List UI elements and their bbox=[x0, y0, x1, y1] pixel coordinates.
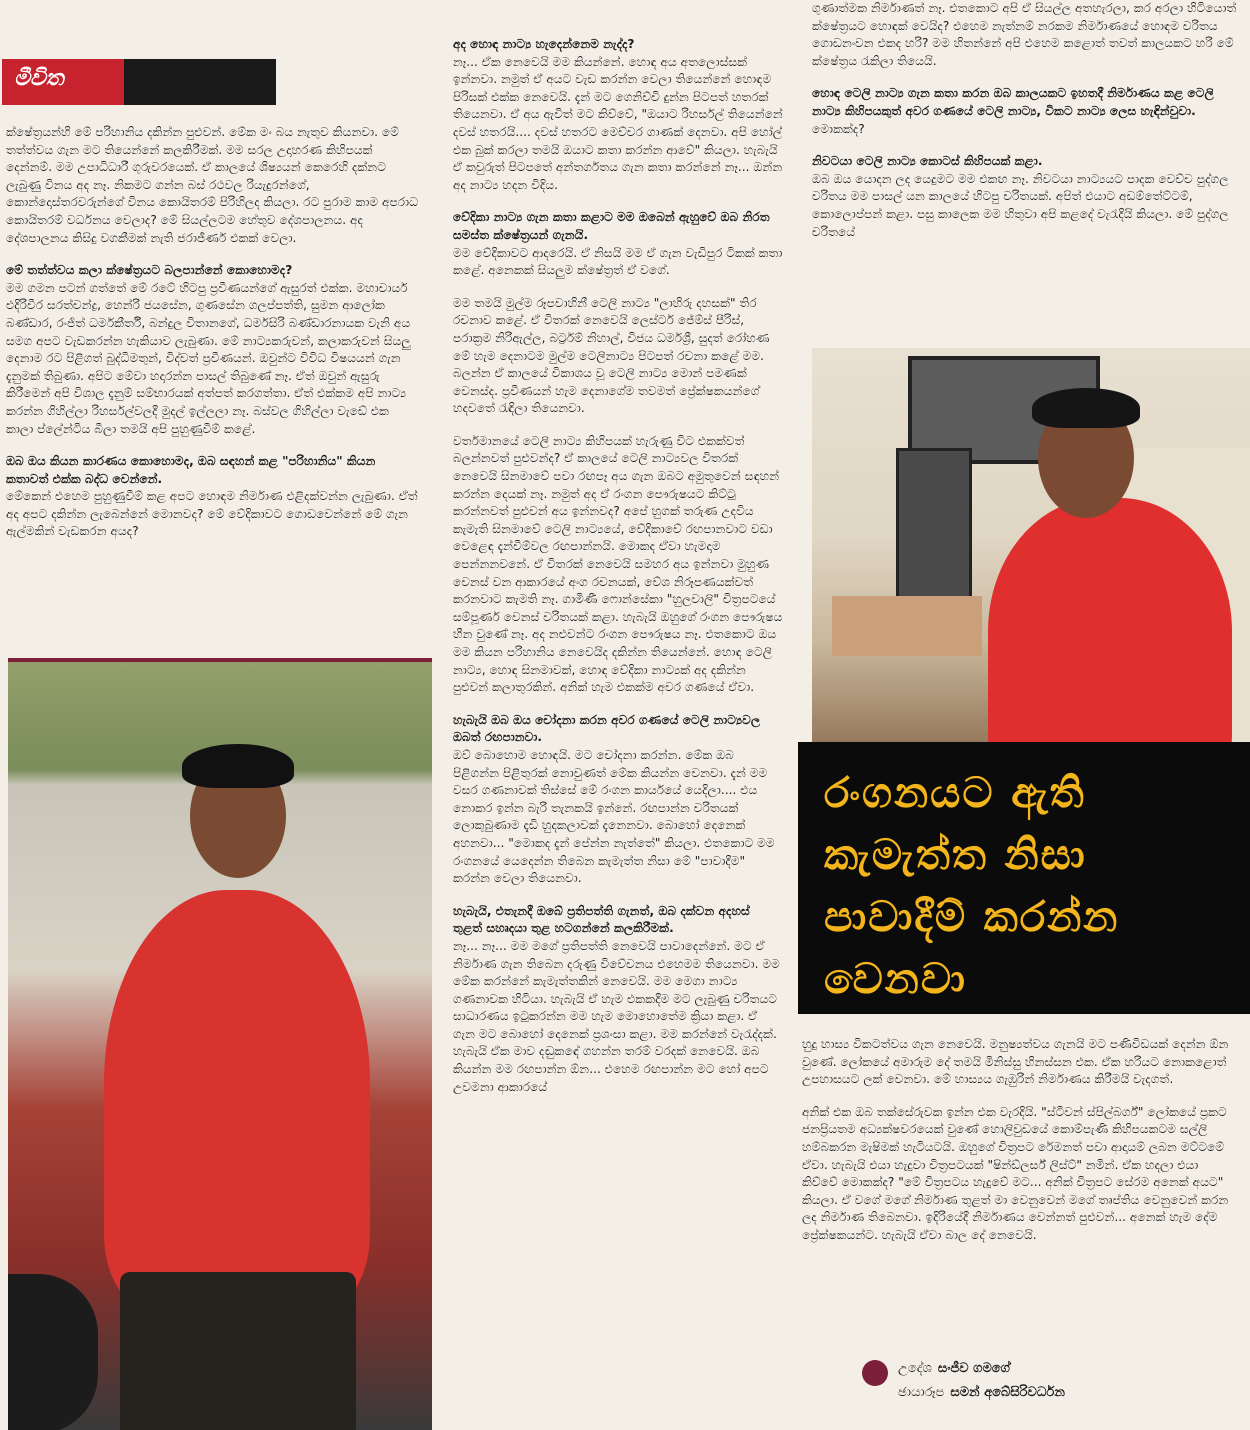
interview-question: වේදිකා නාට්‍ය ගැන කතා කළාට මම ඔබෙන් ඇහුවේ ඔබ නිරත සමස්ත ක්ෂේත්‍රයන් ගැනයි. bbox=[453, 210, 770, 242]
article-column-2 bbox=[453, 36, 783, 1111]
interview-answer: හුදු හාස්‍ය විකටත්වය ගැන නෙවෙයි. මනුෂ්‍යත්වය ගැනයි මට පණිවිඩයක් දෙන්න ඕන වුණේ. ලෝකයේ අමාරුම දේ තමයි මිනිස්සු හිනස්සන එක. ඒක හරියට නොකළොත් උපහාසයට ලක් වෙනවා. මේ හාස්‍යය ගැඹුරින් නිර්මාණය කිරීමයි වැදගත්. bbox=[802, 1037, 1229, 1087]
interview-question: හැබැයි, එතැනදී ඔබේ ප්‍රතිපත්ති ගැනත්, ඔබ දක්වන අදහස් තුළත් සහෘදයා තුළ හටගන්නේ කලකිරීමක්. bbox=[453, 903, 750, 936]
interview-answer: අනික් එක ඔබ තක්සේරුවක ඉන්න එක වැරදියි. "ස්ටීවන් ස්පිල්බර්ග්" ලෝකයේ ප්‍රකට ජනප්‍රියතම අධ්‍යක්ෂවරයෙක් වුණේ හොලිවුඩයේ කොම්පැණි කිහිපයකටම සල්ලි හම්බකරන මැෂිමක් හැටියටයි. ඔහුගේ චිත්‍රපට රේමනත් පවා ආදායම් ලබන මට්ටමේ ඒවා. හැබැයි එයා හැදුවා චිත්‍රපටයක් "ෂින්ඩ්ලර්ස් ලිස්ට්" නමින්. ඒක හදලා එයා කිව්වේ මොකක්ද? "මේ චිත්‍රපටය හැදුවේ මට... අනික් චිත්‍රපට සේරම අනෙක් අයට" කියලා. ඒ වගේ මගේ නිර්මාණ තුළත් මා වෙනුවෙන් මගේ තෘප්තිය වෙනුවෙන් කරන ලද නිර්මාණ තිබෙනවා. ඉදිරියේදී නිර්මාණය වෙන්නත් පුළුවන්... අනෙක් හැම දේම ප්‍රේක්ෂකයන්ට. හැබැයි ඒවා බාල දේ නෙවෙයි. bbox=[802, 1104, 1229, 1242]
interview-answer: ඔව් බොහොම හොඳයි. මට චෝදනා කරන්න. මේක ඔබ පිළිගන්න පිළිතුරක් නොවුණත් මේක කියන්න වෙනවා. දැන් මම වසර ගණනාවක් තිස්සේ මේ රංගන කාර්යයේ යෙදිලා.... එය නොකර ඉන්න බැරි තැනකයි ඉන්නේ. රඟපාන්න චරිතයක් ලොකුබුණාම දැඩි හුදකලාවක් දැනෙනවා. බොහෝ දෙනෙක් අහනවා... "මොකද දැන් පේන්න නැත්තේ" කියලා. එතකොට මම රංගනයේ යෙදෙන්න තිබෙන කැමැත්ත නිසා මේ "පාවාදීම" කරන්න වෙලා තියෙනවා. bbox=[453, 747, 775, 886]
interview-answer: මම තමයි මුල්ම රූපවාහිනී ටෙලි නාට්‍ය "ලාහිරු දහසක්" තිර රචනාව කළේ. ඒ විතරක් නෙවෙයි ලෙස්ටර් ජේම්ස් පීරිස්, පරාක්‍රම නිරිඇල්ල, බර්ට්‍රම් නිහාල්, විජය ධර්මශ්‍රී, සුදත් රෝහණ මේ හැම දෙනාටම මුල්ම ටෙලිනාට්‍ය පිටපත් රචනා කළේ මම. බලන්න ඒ කාලයේ විකාශය වූ ටෙලි නාට්‍ය මොන් පමණක් වෙනස්ද. ප්‍රවීණයන් හැම දෙනාගේම තවමත් ප්‍රේක්ෂකයන්ගේ හදවතේ රැඳිලා තියෙනවා. bbox=[453, 295, 770, 416]
byline-dot-icon bbox=[862, 1360, 888, 1386]
photo-subject-legs bbox=[120, 1272, 356, 1430]
byline-photo-label: ඡායාරූප bbox=[898, 1385, 945, 1400]
byline-photo-name: සමන් අබේසිරිවර්ධන bbox=[950, 1385, 1065, 1400]
photo-subject-body bbox=[104, 890, 370, 1310]
interview-answer: මම ගමන පටන් ගත්තේ මේ රටේ හිටපු ප්‍රවීණයන්ගේ ඇසුරත් එක්ක. මහාචාර්ය එදිරිවීර සරත්චන්ද්‍ර, හෙන්රි ජයසේන, ගුණසේන ගලප්පත්ති, සුමන ආලෝක බණ්ඩාර, රංජිත් ධර්මකීර්ති, බන්දුල විතානගේ, ධර්මසිරි බණ්ඩාරනායක වැනි අය සමග අපට වැඩකරන්න හැකියාව ලැබුණා. මේ නාට්‍යකරුවන්, කලාකරුවන් සියලු දෙනාම රට පිළිගත් බුද්ධිමතුන්, විද්වත් ප්‍රවීණයන්. ඔවුන්ට විවිධ විෂයයන් ගැන දැනුමක් තිබුණා. අපිට මේවා හදාරන්න පාසල් තිබුණේ නෑ. ඒත් ඔවුන් ඇසුරු කිරීමෙන් අපි විශාල දැනුම් සම්භාරයක් අත්පත් කරගත්තා. ඒත් එක්කම අපි නාට්‍ය කරන්න ගිහිල්ලා රිහර්සල්වලදී මුදල් ඉල්ලලා නෑ. බස්වල ගිහිල්ලා වැඩේ එක කාලා ප්ලේන්ටිය බීලා තමයි අපි පුහුණුවීම් කළේ. bbox=[6, 280, 411, 436]
portrait-photo-seated bbox=[812, 348, 1250, 768]
interview-question: හැබැයි ඔබ ඔය චෝදනා කරන අවර ගණයේ ටෙලි නාට්‍යවල ඔබත් රඟපානවා. bbox=[453, 712, 761, 745]
article-column-3-bottom bbox=[802, 1036, 1232, 1260]
article-column-3-top bbox=[812, 0, 1242, 256]
interview-answer: ක්ෂේත්‍රයන්හි මේ පරිහානිය දකින්න පුළුවන්. මේක මං බය නැතුව කියනවා. මේ තත්ත්වය ගැන මට තියෙන්නේ කලකිරීමක්. මම සරල උදාහරණ කිහිපයක් දෙන්නම්. මම උපාධිධාරී ගුරුවරයෙක්. ඒ කාලයේ ශිෂ්‍යයන් කෙරෙහි දක්නට ලැබුණු විනය අද නෑ. නිකමට ගන්න බස් රථවල රියැදුරන්ගේ, කොන්දොස්තරවරුන්ගේ විනය කොයිතරම් පිරිහිලද කියලා. රට පුරාම කාම අපරාධ කොයිතරම් වර්ධනය වෙලාද? මේ සියල්ලටම හේතුව දේශපාලනය. අද දේශපාලනය කිසිදු වගකීමක් නැති ජරාජීර්ණ එකක් වෙලා. bbox=[6, 125, 419, 245]
section-logo bbox=[2, 59, 276, 105]
interview-answer: නෑ... ඒක නෙවෙයි මම කියන්නේ. හොඳ අය අතලොස්සක් ඉන්නවා. නමුත් ඒ අයට වැඩ කරන්න වෙලා තියෙන්නේ හොඳම පිරිසක් එක්ක නෙවෙයි. දැන් මට ගෙනිච්චි දුන්න පිටපත් හතරක් තියෙනවා. ඒ අය ඇවිත් මට කිව්වේ, "ඔයාට රිහර්සල් තියෙන්නේ දවස් හතරයි.... දවස් හතරට මෙච්චර ගාණක් දෙනවා. අපි හෝල් එක බුක් කරලා තමයි ඔයාට කතා කරන්න ආවේ" කියලා. හැබැයි ඒ කවුරුත් පිටපතේ අන්තර්ගතය ගැන කතා කරන්නේ නෑ... ඔන්න අද නාට්‍ය හදන විදිය. bbox=[453, 54, 783, 192]
interview-question: නිවටයා ටෙලි නාට්‍ය කොටස් කිහිපයක් කළා. bbox=[812, 154, 1043, 169]
photo-rickshaw-wheel bbox=[8, 1274, 98, 1430]
headline-text: රංගනයට ඇති කැමැත්ත නිසා පාවාදීම් කරන්න වෙනවා bbox=[824, 768, 1120, 1003]
byline-photographer bbox=[898, 1382, 1065, 1404]
interview-answer: මේකෙන් එහෙම පුහුණුවීම් කළ අපට හොඳම නිර්මාණ එළිදක්වන්න ලැබුණා. ඒත් අද අපට දකින්න ලැබෙන්නේ මොනවද? මේ වේදිකාවට ගොඩවෙන්නේ මේ ගැන ඇල්මකින් වැඩකරන අයද? bbox=[6, 489, 418, 539]
interview-answer: වර්තමානයේ ටෙලි නාට්‍ය කිහිපයක් හැරුණු විට එකක්වත් බලන්නවත් පුළුවන්ද? ඒ කාලයේ ටෙලි නාට්‍යවල විතරක් නෙවෙයි සිනමාවේ පවා රඟපෑ අය ගැන ඔබට අමුතුවෙන් සඳහන් කරන්න දෙයක් නෑ. නමුත් අද ඒ රංගන පෞරුෂයට කිට්ටු කරන්නවත් පුළුවන් අය ඉන්නවද? අපේ හුගක් තරුණ උදවිය කැමැති සිනමාවේ ටෙලි නාට්‍යයේ, වේදිකාවේ රඟපානවාට වඩා වෙළෙඳ දැන්වීම්වල රඟපාන්නයි. මොකද ඒවා හැමදාම පෙන්නනවනේ. ඒ විතරක් නෙවෙයි සමහර අය ඉන්නවා මුහුණ වෙනස් වන ආකාරයේ අංග රචනයක්, වේශ නිරූපණයක්වත් කරනවාට කැමති නෑ. ගාමිණී ෆොන්සේකා "හුලවාලි" චිත්‍රපටයේ සම්පූර්ණ වෙනස් චරිතයක් කළා. හැබැයි ඔහුගේ රංගන පෞරුෂය හීන වුණේ නෑ. අද නළුවන්ට රංගන පෞරුෂය නෑ. එතකොට ඔය මම කියන පරිහානිය නෙවෙයිද දකින්න තියෙන්නේ. හොඳ ටෙලි නාට්‍ය, හොඳ සිනමාවක්, හොඳ වේදිකා නාට්‍යක් අද දකින්න පුළුවන් කලාතුරකින්. අනික් හැම එකක්ම අවර ගණයේ ඒවා. bbox=[453, 433, 783, 695]
interview-question: මේ තත්ත්වය කලා ක්ෂේත්‍රයට බලපාන්නේ කොහොමද? bbox=[6, 263, 293, 278]
photo-subject-body-seated bbox=[988, 498, 1232, 768]
interview-question: අද හොඳ නාට්‍ය හැදෙන්නෙම නැද්ද? bbox=[453, 37, 635, 51]
photo-subject-hair bbox=[182, 744, 294, 788]
photo-shelf bbox=[832, 596, 982, 656]
pull-quote-headline bbox=[798, 742, 1250, 1014]
interview-answer: නෑ... නෑ... මම මගේ ප්‍රතිපත්ති නෙවෙයි පාවාදෙන්නේ. මට ඒ නිර්මාණ ගැන තිබෙන දරුණු විවේචනය එහෙමම තියෙනවා. මම මේක කරන්නේ කැමැත්තකින් නෙවෙයි. මම මෙගා නාට්‍ය ගණනාවක හිටියා. හැබැයි ඒ හැම එකකදීම මට ලැබුණු චරිතයට සාධාරණය ඉටුකරන්න මම හැම මොහොතේම ක්‍රියා කළා. ඒ ගැන මට බොහෝ දෙනෙක් ප්‍රශංසා කළා. මම කරන්නේ වැරැද්දක්. හැබැයි ඒක මාව දඬුකඳේ ගහන්න තරම් වරදක් නෙවෙයි. ඔබ කියන්න මම රඟපාන්න ඕන... එහෙම රඟපාන්න මට හෝ අපට උවමනා ආකාරයේ bbox=[453, 938, 780, 1094]
interview-answer: ගුණාත්මක නිර්මාණත් නෑ. එතකොට අපි ඒ සියල්ල අතහැරලා, කර අරලා හිටියොත් ක්ෂේත්‍රයට හොඳක් වෙයිද? එහෙම නැත්නම් නරකම නිර්මාණයේ හොඳම චරිතය ගොඩනංවන එකද හරි? මම හිතන්නේ අපි එහෙම කළොත් තවත් කාලයකට හරි මේ ක්ෂේත්‍රය රැකිලා තියෙයි. bbox=[812, 1, 1237, 68]
byline-writer-label: උදේශ bbox=[898, 1361, 932, 1376]
section-label: මීවිත bbox=[14, 65, 64, 91]
interview-question: හොඳ ටෙලි නාට්‍ය ගැන කතා කරන ඔබ කාලයකට ඉහතදී නිර්මාණය කළ ටෙලි නාට්‍ය කිහිපයකුත් අවර ගණයේ ටෙලි නාට්‍ය, විකට නාට්‍ය ලෙස හැඳින්වුවා. bbox=[812, 86, 1214, 118]
portrait-photo-standing bbox=[8, 658, 432, 1430]
article-column-1 bbox=[6, 124, 420, 556]
interview-question: ඔබ ඔය කියන කාරණය කොහොමද, ඔබ සඳහන් කළ "පරිහානිය" කියන කතාවත් එක්ක බද්ධ වෙන්නේ. bbox=[6, 454, 376, 486]
byline-writer bbox=[898, 1358, 1010, 1380]
photo-subject-hair-seated bbox=[1032, 388, 1140, 428]
interview-answer: මම වේදිකාවට ආදරෙයි. ඒ නිසයි මම ඒ ගැන වැඩිපුර ටිකක් කතා කළේ. අනෙකක් සියලුම ක්ෂේත්‍රත් ඒ වගේ. bbox=[453, 245, 783, 278]
interview-answer: මොකක්ද? bbox=[812, 121, 865, 136]
byline-writer-name: සංජීව ගමගේ bbox=[937, 1361, 1010, 1376]
interview-answer: ඔබ ඔය යොදන ලද යෙදුමට මම එකඟ නෑ. නිවටයා නාට්‍යයට පාදක වෙච්ච පුද්ගල චරිතය මම පාසල් යන කාලයේ හිටපු චරිතයක්. අපිත් එයාට අඩම්තේට්ටම්, කොලොප්පන් කළා. පසු කාලෙක මම හිතුවා අපි කළදේ වැරැදියි කියලා. මේ පුද්ගල චරිතයේ bbox=[812, 171, 1229, 239]
